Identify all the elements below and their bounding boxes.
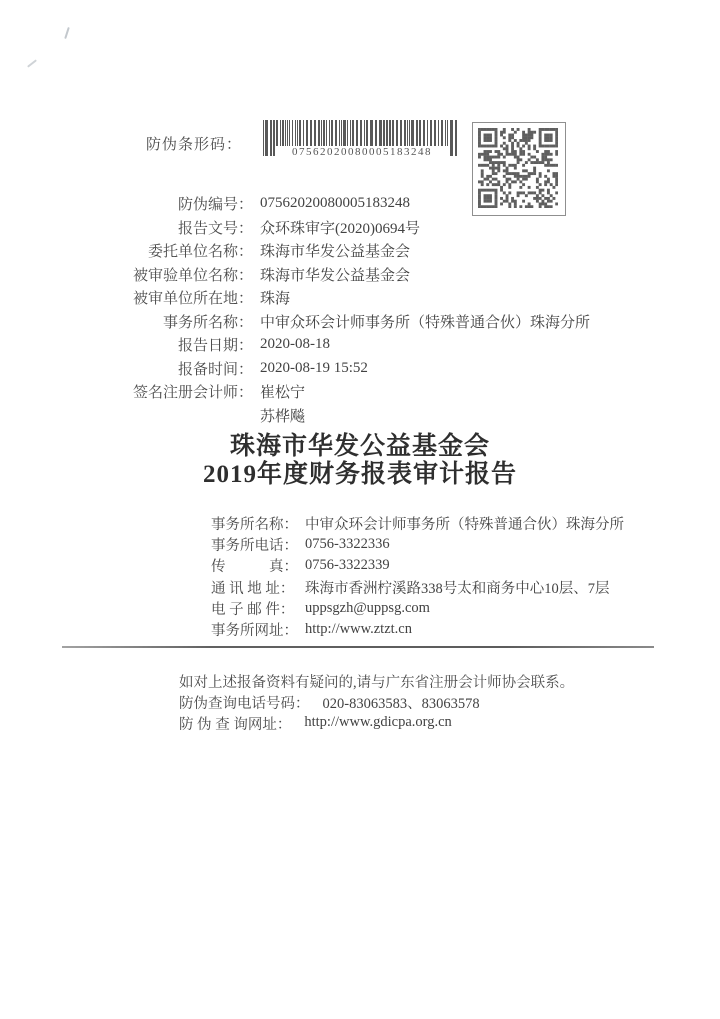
field-label: 被审验单位名称：: [132, 267, 253, 284]
field-row-signing-cpa: [60, 380, 660, 404]
field-label: 委托单位名称：: [147, 244, 253, 261]
verification-footer: [179, 671, 679, 733]
scan-artifact: [64, 27, 70, 39]
firm-contact-block: [211, 513, 681, 640]
contact-row-address: [211, 577, 681, 598]
horizontal-divider: [62, 646, 654, 648]
contact-label: 事务所名称：: [211, 517, 298, 534]
contact-row-fax: [211, 555, 681, 576]
verification-phone-value: 020-83063583、83063578: [322, 695, 480, 712]
field-label: 报告文号：: [177, 220, 253, 237]
field-value: 苏桦飚: [260, 408, 306, 425]
field-row-entity-location: [60, 286, 660, 310]
field-row-report-number: [60, 216, 660, 240]
contact-value: 0756-3322336: [305, 536, 390, 553]
document-title: [0, 433, 720, 488]
field-value: 2020-08-18: [260, 336, 330, 353]
field-label: 报告日期：: [177, 338, 253, 355]
field-value: 2020-08-19 15:52: [260, 359, 368, 376]
contact-value: 0756-3322339: [305, 557, 390, 574]
barcode-number: 07562020080005183248: [292, 146, 432, 158]
verification-website-value: http://www.gdicpa.org.cn: [304, 714, 452, 731]
footer-website-line: [179, 713, 679, 734]
field-label: 签名注册会计师：: [132, 385, 253, 402]
title-line-2: 2019年度财务报表审计报告: [202, 460, 517, 488]
contact-label: 事务所网址：: [211, 623, 298, 640]
field-value: 珠海: [260, 291, 291, 308]
field-label: 报备时间：: [177, 361, 253, 378]
field-row-report-date: [60, 333, 660, 357]
footer-note: 如对上述报备资料有疑问的,请与广东省注册会计师协会联系。: [179, 674, 575, 691]
field-value: 中审众环会计师事务所（特殊普通合伙）珠海分所: [260, 314, 591, 331]
field-value: 众环珠审字(2020)0694号: [260, 220, 420, 237]
field-label: 防伪编号：: [177, 197, 253, 214]
field-value: 崔松宁: [260, 385, 306, 402]
field-row-signing-cpa-2: [60, 404, 660, 428]
footer-note-line: [179, 671, 679, 692]
footer-phone-line: [179, 692, 679, 713]
contact-value: http://www.ztzt.cn: [305, 621, 412, 638]
field-value: 珠海市华发公益基金会: [260, 244, 411, 261]
contact-label: 传 真：: [211, 559, 298, 576]
contact-label: 通 讯 地 址：: [211, 580, 295, 597]
field-row-firm-name: [60, 310, 660, 334]
contact-label: 电 子 邮 件：: [211, 601, 295, 618]
field-label: 事务所名称：: [162, 314, 253, 331]
report-fields-block: [60, 192, 660, 427]
field-row-filing-time: [60, 357, 660, 381]
contact-row-phone: [211, 534, 681, 555]
field-row-audited-entity: [60, 263, 660, 287]
verification-phone-label: 防伪查询电话号码：: [179, 695, 310, 712]
title-line-1: 珠海市华发公益基金会: [229, 433, 490, 460]
contact-value: 中审众环会计师事务所（特殊普通合伙）珠海分所: [305, 517, 624, 534]
field-value: 珠海市华发公益基金会: [260, 267, 411, 284]
field-label: 被审单位所在地：: [132, 291, 253, 308]
field-value: 07562020080005183248: [260, 195, 410, 212]
contact-value: uppsgzh@uppsg.com: [305, 599, 430, 616]
verification-website-label: 防 伪 查 询网址：: [179, 716, 292, 733]
contact-row-firm-name: [211, 513, 681, 534]
field-row-anti-counterfeit-number: [60, 192, 660, 216]
contact-row-website: [211, 619, 681, 640]
contact-value: 珠海市香洲柠溪路338号太和商务中心10层、7层: [305, 580, 610, 597]
anti-counterfeit-barcode-label: 防伪条形码：: [145, 137, 242, 153]
contact-row-email: [211, 598, 681, 619]
field-row-client-name: [60, 239, 660, 263]
scan-artifact: [27, 59, 37, 67]
barcode-image: [263, 120, 461, 166]
contact-label: 事务所电话：: [211, 538, 298, 555]
